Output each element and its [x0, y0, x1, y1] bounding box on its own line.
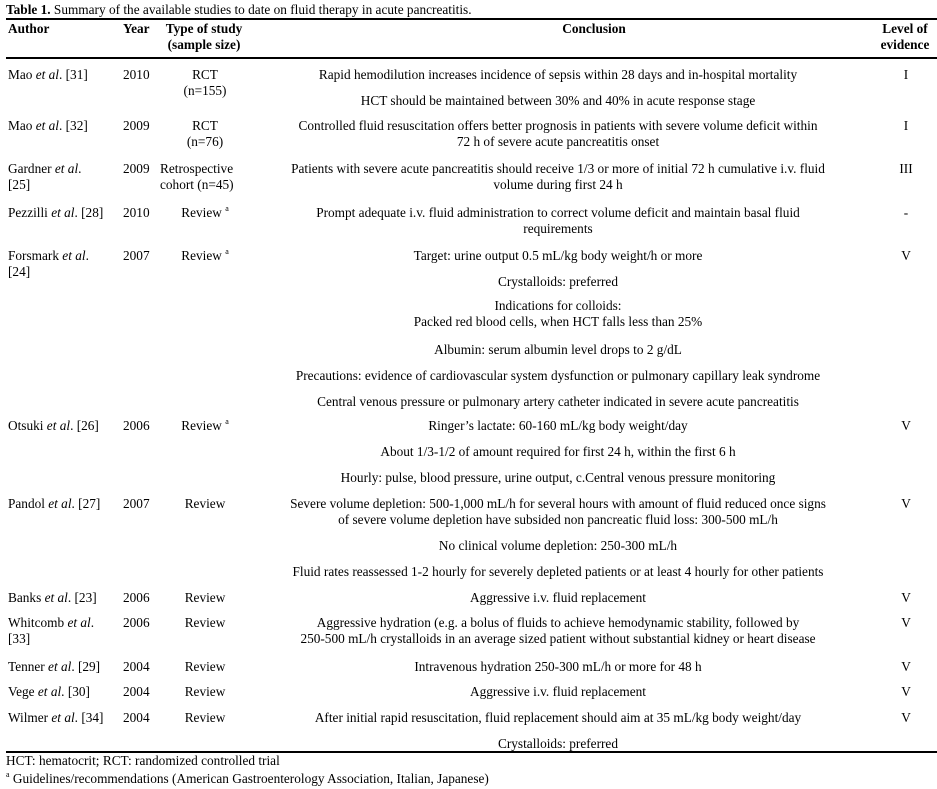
conclusion-line: Controlled fluid resuscitation offers better prognosis in patients with severe volume deficit within	[298, 118, 818, 133]
study-type	[160, 161, 250, 177]
author-name: Whitcomb	[8, 615, 68, 630]
author-et-al: et al	[37, 684, 62, 699]
table-caption-text: Summary of the available studies to date on fluid therapy in acute pancreatitis.	[50, 2, 472, 17]
conclusion-line: Precautions: evidence of cardiovascular system dysfunction or pulmonary capillary leak syndrome	[295, 368, 821, 383]
author-name: Forsmark	[8, 248, 63, 263]
conclusion-line: Central venous pressure or pulmonary artery catheter indicated in severe acute pancreatitis	[317, 394, 799, 409]
study-type-label: Review	[181, 418, 226, 433]
author-cell	[8, 684, 90, 700]
footnote-a-mark: a	[6, 770, 10, 779]
author-cell	[8, 205, 103, 221]
conclusion-line: After initial rapid resuscitation, fluid replacement should aim at 35 mL/kg body weight/day	[314, 710, 802, 725]
author-et-al: et al	[62, 248, 86, 263]
evidence-level-cell: V	[901, 659, 911, 674]
author-et-al: et al	[48, 659, 72, 674]
conclusion-line: Patients with severe acute pancreatitis should receive 1/3 or more of initial 72 h cumulative i.v. fluid	[291, 161, 825, 176]
study-type-cell	[160, 496, 250, 512]
study-type-cell	[160, 418, 250, 434]
header-year: Year	[123, 21, 150, 36]
conclusion-line: Ringer’s lactate: 60-160 mL/kg body weight/day	[428, 418, 688, 433]
author-cell	[8, 659, 100, 675]
header-level-line2: evidence	[880, 37, 930, 52]
header-type-line1: Type of study	[165, 21, 243, 36]
evidence-level-cell: III	[899, 161, 913, 176]
header-level	[872, 21, 937, 53]
sample-size: cohort (n=45)	[160, 177, 234, 192]
header-type-line2: (sample size)	[167, 37, 241, 52]
conclusion-line: Rapid hemodilution increases incidence of sepsis within 28 days and in-hospital mortality	[318, 67, 798, 82]
study-type	[160, 590, 250, 606]
study-type	[160, 118, 250, 134]
author-name: Banks	[8, 590, 45, 605]
author-ref: . [29]	[71, 659, 101, 674]
author-et-al: et al	[51, 710, 75, 725]
study-type-label: Review	[181, 248, 226, 263]
conclusion-line: of severe volume depletion have subsided non pancreatic fluid loss: 300-500 mL/h	[338, 512, 778, 527]
study-type-cell	[160, 615, 250, 631]
header-rule	[6, 57, 937, 59]
author-cell	[8, 615, 94, 647]
conclusion-line: 72 h of severe acute pancreatitis onset	[456, 134, 660, 149]
conclusion-line: volume during first 24 h	[493, 177, 623, 192]
author-name: Wilmer	[8, 710, 52, 725]
author-et-al: et al	[51, 205, 75, 220]
conclusion-line: Aggressive hydration (e.g. a bolus of fluids to achieve hemodynamic stability, followed by	[316, 615, 800, 630]
evidence-level-cell: V	[901, 418, 911, 433]
year-cell: 2007	[123, 496, 150, 511]
study-type-cell	[160, 684, 250, 700]
author-ref: . [26]	[70, 418, 99, 433]
footnote-a-text: Guidelines/recommendations (American Gastroenterology Association, Italian, Japanese)	[9, 771, 489, 786]
conclusion-line: Aggressive i.v. fluid replacement	[469, 684, 646, 699]
evidence-level-cell: V	[901, 710, 911, 725]
conclusion-line: HCT should be maintained between 30% and 40% in acute response stage	[360, 93, 756, 108]
year-cell: 2006	[123, 590, 150, 605]
author-ref: . [32]	[58, 118, 88, 133]
year-cell: 2004	[123, 710, 150, 725]
study-type-label: Review	[184, 710, 226, 725]
study-type	[160, 205, 250, 221]
study-type-label: Review	[184, 496, 226, 511]
conclusion-line: Severe volume depletion: 500-1,000 mL/h for several hours with amount of fluid reduced once signs	[290, 496, 826, 511]
study-type-label: Review	[184, 659, 226, 674]
conclusion-line: Prompt adequate i.v. fluid administration to correct volume deficit and maintain basal fluid	[316, 205, 800, 220]
conclusion-line: Crystalloids: preferred	[497, 274, 618, 289]
study-type	[160, 684, 250, 700]
conclusion-line: Crystalloids: preferred	[497, 736, 618, 751]
conclusion-line: Packed red blood cells, when HCT falls less than 25%	[413, 314, 703, 329]
conclusion-line: Aggressive i.v. fluid replacement	[469, 590, 646, 605]
author-cell	[8, 496, 100, 512]
author-et-al: et al	[35, 118, 59, 133]
author-ref-line2: [24]	[8, 264, 31, 279]
author-ref: .	[85, 248, 89, 263]
year-cell: 2009	[123, 161, 150, 176]
evidence-level-cell: V	[901, 248, 911, 263]
author-et-al: et al	[67, 615, 91, 630]
year-cell: 2004	[123, 659, 150, 674]
evidence-level-cell: V	[901, 615, 911, 630]
conclusion-line: No clinical volume depletion: 250-300 mL/h	[438, 538, 678, 553]
author-cell	[8, 248, 89, 280]
author-et-al: et al	[48, 496, 72, 511]
evidence-level-cell: I	[903, 118, 909, 133]
author-name: Gardner	[8, 161, 55, 176]
author-ref: .	[78, 161, 82, 176]
study-type-label: Review	[181, 205, 226, 220]
author-name: Pezzilli	[8, 205, 52, 220]
study-type	[160, 496, 250, 512]
author-ref: . [31]	[58, 67, 88, 82]
author-et-al: et al	[44, 590, 68, 605]
conclusion-line: 250-500 mL/h crystalloids in an average sized patient without substantial kidney or heart disease	[300, 631, 816, 646]
year-cell: 2010	[123, 205, 150, 220]
conclusion-line: requirements	[523, 221, 593, 236]
author-et-al: et al	[46, 418, 71, 433]
evidence-level-cell: V	[901, 590, 911, 605]
author-ref: .	[90, 615, 95, 630]
study-type	[160, 67, 250, 83]
study-type-label: Retrospective	[160, 161, 234, 176]
header-level-line1: Level of	[882, 21, 928, 36]
evidence-level-cell: I	[903, 67, 909, 82]
study-type-cell	[160, 161, 250, 193]
sample-size: (n=76)	[186, 134, 224, 149]
study-type-cell	[160, 248, 250, 264]
author-ref: . [28]	[74, 205, 104, 220]
year-cell: 2007	[123, 248, 150, 263]
author-ref: . [23]	[67, 590, 97, 605]
author-et-al: et al	[35, 67, 59, 82]
footnote-a	[6, 771, 489, 787]
evidence-level-cell: V	[901, 684, 911, 699]
study-type-label: Review	[184, 615, 226, 630]
table-caption	[6, 2, 472, 18]
author-ref-line2: [33]	[8, 631, 31, 646]
evidence-level-cell: V	[901, 496, 911, 511]
author-name: Tenner	[8, 659, 49, 674]
study-type	[160, 615, 250, 631]
year-cell: 2010	[123, 67, 150, 82]
header-author: Author	[8, 21, 50, 36]
study-type-cell	[160, 590, 250, 606]
author-name: Pandol	[8, 496, 49, 511]
study-type-label: Review	[184, 684, 226, 699]
author-cell	[8, 67, 88, 83]
conclusion-line: Indications for colloids:	[494, 298, 622, 313]
author-name: Vege	[8, 684, 38, 699]
year-cell: 2009	[123, 118, 150, 133]
author-ref-line2: [25]	[8, 177, 31, 192]
year-cell: 2006	[123, 615, 150, 630]
author-cell	[8, 118, 88, 134]
author-cell	[8, 418, 99, 434]
footnote-marker: a	[225, 247, 229, 256]
author-ref: . [34]	[74, 710, 104, 725]
study-type-cell	[160, 118, 250, 150]
study-type-cell	[160, 205, 250, 221]
study-type-label: Review	[184, 590, 226, 605]
author-name: Mao	[8, 118, 36, 133]
sample-size: (n=155)	[183, 83, 227, 98]
footnote-abbreviations: HCT: hematocrit; RCT: randomized controlled trial	[6, 753, 280, 768]
top-rule	[6, 18, 937, 20]
conclusion-line: Intravenous hydration 250-300 mL/h or more for 48 h	[414, 659, 702, 674]
table-label: Table 1.	[6, 2, 51, 17]
conclusion-line: Hourly: pulse, blood pressure, urine output, c.Central venous pressure monitoring	[340, 470, 776, 485]
study-type-cell	[160, 67, 250, 99]
author-cell	[8, 590, 97, 606]
conclusion-line: Fluid rates reassessed 1-2 hourly for severely depleted patients or at least 4 hourly for other patients	[292, 564, 824, 579]
study-type	[160, 248, 250, 264]
author-cell	[8, 710, 103, 726]
footnote-marker: a	[225, 204, 229, 213]
year-cell: 2006	[123, 418, 150, 433]
study-type-label: RCT	[192, 118, 218, 133]
conclusion-line: Target: urine output 0.5 mL/kg body weight/h or more	[413, 248, 703, 263]
author-ref: . [30]	[61, 684, 90, 699]
study-type-label: RCT	[192, 67, 218, 82]
study-type	[160, 710, 250, 726]
year-cell: 2004	[123, 684, 150, 699]
footnote-marker: a	[225, 417, 229, 426]
conclusion-line: About 1/3-1/2 of amount required for first 24 h, within the first 6 h	[380, 444, 736, 459]
author-ref: . [27]	[71, 496, 101, 511]
evidence-level-cell: -	[903, 205, 909, 220]
author-name: Mao	[8, 67, 36, 82]
author-name: Otsuki	[8, 418, 47, 433]
study-type-cell	[160, 659, 250, 675]
header-type	[158, 21, 250, 53]
author-cell	[8, 161, 81, 193]
study-type	[160, 659, 250, 675]
header-conclusion: Conclusion	[562, 21, 626, 36]
conclusion-line: Albumin: serum albumin level drops to 2 g/dL	[434, 342, 682, 357]
study-type	[160, 418, 250, 434]
study-type-cell	[160, 710, 250, 726]
author-et-al: et al	[54, 161, 79, 176]
